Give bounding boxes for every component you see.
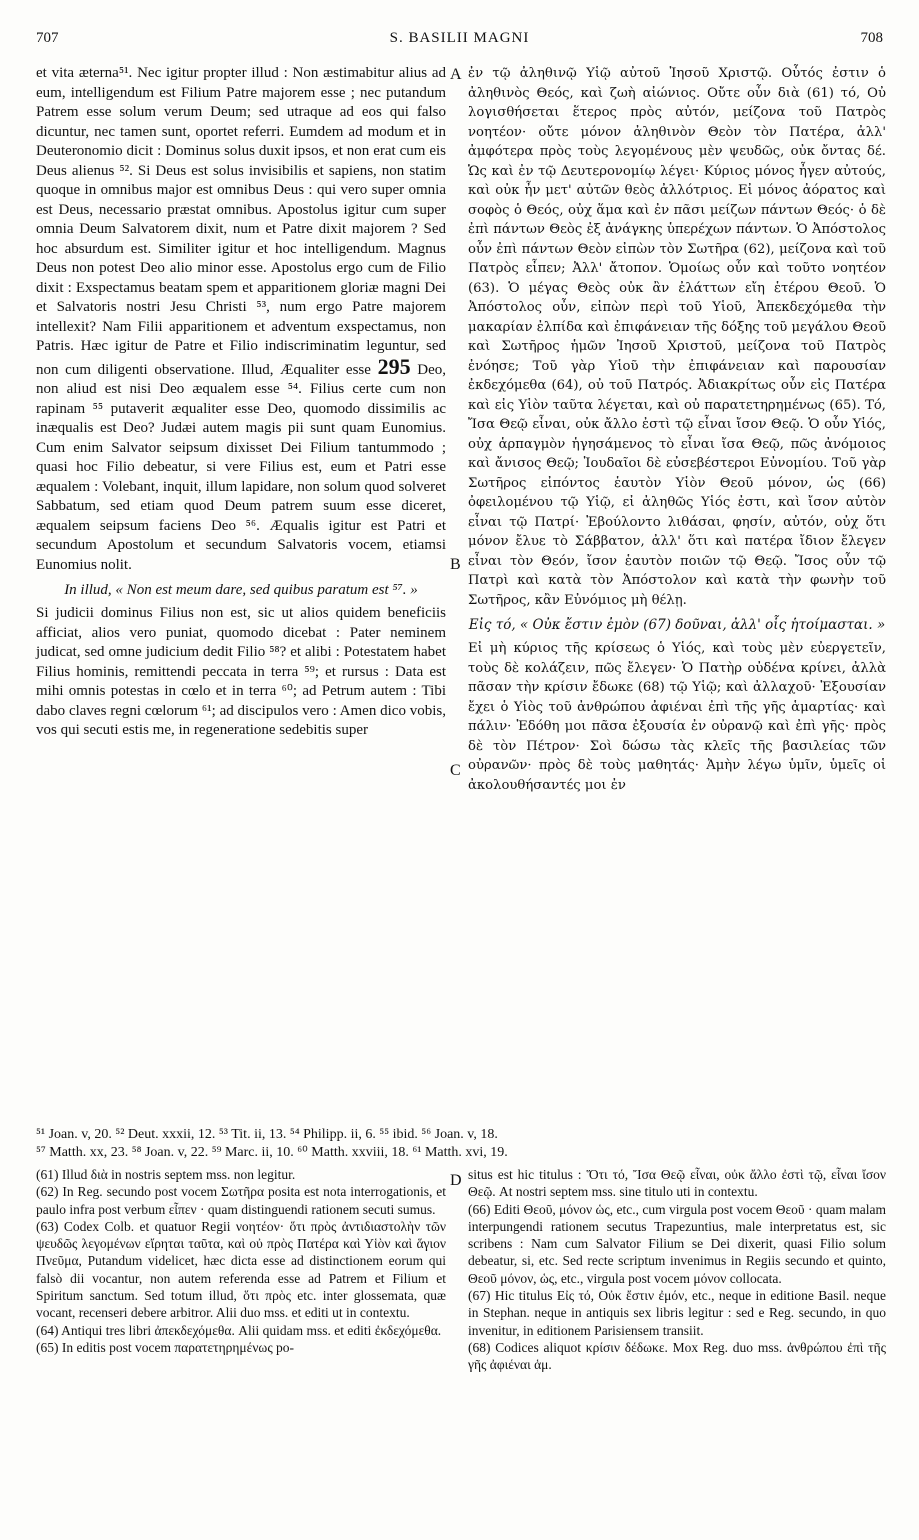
latin-paragraph-1 [36, 64, 446, 575]
note-65: (65) In editis post vocem παρατετηρημένως po- [36, 1339, 295, 1355]
note-61: (61) Illud διὰ in nostris septem mss. non legitur. [36, 1167, 296, 1182]
note-68: (68) Codices aliquot κρίσιν δέδωκε. Mox Reg. duo mss. ἀνθρώπου ἐπὶ τῆς γῆς ἀφιέναι ἁμ. [468, 1339, 886, 1373]
column-number: 295 [377, 353, 411, 379]
latin-column [36, 64, 446, 741]
note-62: (62) In Reg. secundo post vocem Σωτῆρα posita est nota interrogationis, et paulo infra post verbum εἶπεν · quam distinguendi rationem secuti sumus. [36, 1184, 446, 1217]
note-65-cont: situs est hic titulus : Ὅτι τό, Ἴσα Θεῷ εἶναι, οὐκ ἄλλο ἐστὶ τῷ, εἶναι ἴσον Θεῷ. At nostri septem mss. sine titulo uti in contextu. [468, 1167, 886, 1200]
page-number-right: 708 [860, 30, 883, 46]
greek-section-title: Εἰς τό, « Οὐκ ἔστιν ἐμὸν (67) δοῦναι, ἀλλ' οἷς ἡτοίμασται. » [468, 617, 886, 633]
margin-marker-d: D [450, 1172, 462, 1189]
greek-paragraph-1: ἐν τῷ ἀληθινῷ Υἱῷ αὐτοῦ Ἰησοῦ Χριστῷ. Οὗτός ἐστιν ὁ ἀληθινὸς Θεός, καὶ ζωὴ αἰώνιος. Οὔτε οὖν διὰ (61) τό, Οὐ λογισθήσεται ἕτερος πρὸς αὐτόν, μείζονα τοῦ Πατρὸς νοητέον· οὔτε μόνον ἀληθινὸν Θεὸν τὸν Πατέρα, ἀλλ' ἀμφότερα πρὸς τοὺς λεγομένους μὲν ψευδῶς, οὐκ ὄντας δέ. Ὡς καὶ ἐν τῷ Δευτερονομίῳ λέγει· Κύριος μόνος ἦγεν αὐτούς, καὶ οὐκ ἦν μετ' αὐτῶν θεὸς ἀλλότριος. Εἰ μόνος ἀόρατος καὶ σοφὸς ὁ Θεός, οὐχ ἅμα καὶ ἐν πᾶσι μείζων πάντων Θεός· ὁ δὲ ἐπὶ πάντων Θεὸς ἐξ ἀνάγκης ὑπερέχων πάντων. Ὁ Ἀπόστολος οὖν ἐπὶ πάντων Θεὸν εἰπὼν τὸν Σωτῆρα (62), μείζονα καὶ τοῦ Πατρὸς εἶπεν; Ἀλλ' ἄτοπον. Ὁμοίως οὖν καὶ τοῦτο νοητέον (63). Ὁ μέγας Θεὸς οὐκ ἂν ἐλάττων εἴη ἑτέρου Θεοῦ. Ὁ Ἀπόστολος οὖν, εἰπὼν περὶ τοῦ Υἱοῦ, Ἀπεκδεχόμεθα τὴν μακαρίαν ἐλπίδα καὶ ἐπιφάνειαν τῆς δόξης τοῦ μεγάλου Θεοῦ καὶ Σωτῆρος ἡμῶν Ἰησοῦ Χριστοῦ, μείζονα τοῦ Πατρὸς ἐνόησε; Τοῦ γὰρ Υἱοῦ τὴν ἐπιφάνειαν καὶ παρουσίαν ἐκδεχόμεθα (64), οὐ τοῦ Πατρός. Ἀδιακρίτως οὖν εἰς Πατέρα καὶ εἰς Υἱὸν ταῦτα λέγεται, καὶ οὐ παρατετηρημένως (65). Τό, Ἴσα Θεῷ εἶναι, οὐκ ἄλλο ἐστὶ τῷ εἶναι ἴσον Θεῷ. Ὁ οὖν Υἱός, οὐχ ἁρπαγμὸν ἡγησάμενος τὸ εἶναι ἴσα Θεῷ, πῶς ἀνόμοιος καὶ ἄνισος Θεῷ; Ἰουδαῖοι δὲ εὐσεβέστεροι Εὐνομίου. Τοῦ γὰρ Σωτῆρος εἰπόντος ἑαυτὸν Υἱὸν Θεοῦ μόνον, ὡς (66) ὀφειλομένου τῷ Υἱῷ, εἰ ἀληθῶς Υἱός ἐστι, καὶ ἴσον αὐτὸν εἶναι τῷ Πατρί· Ἐβούλοντο λιθάσαι, φησίν, αὐτόν, οὐχ ὅτι μόνον ἔλυε τὸ Σάββατον, ἀλλ' ὅτι καὶ πατέρα ἴδιον ἔλεγεν εἶναι τὸν Θεόν, ἴσον ἑαυτὸν ποιῶν τῷ Θεῷ. Ἴσος οὖν τῷ Πατρὶ καὶ κατὰ τὸν Ἀπόστολον καὶ κατὰ τὴν φωνὴν τοῦ Σωτῆρος, κἂν Εὐνόμιος μὴ θέλῃ. [468, 66, 886, 608]
margin-marker-c: C [450, 762, 461, 779]
latin-section-title: In illud, « Non est meum dare, sed quibus paratum est ⁵⁷. » [64, 582, 418, 598]
page-header [36, 30, 883, 54]
page-number-left: 707 [36, 30, 59, 46]
greek-paragraph-2: Εἰ μὴ κύριος τῆς κρίσεως ὁ Υἱός, καὶ τοὺς μὲν εὐεργετεῖν, τοὺς δὲ κολάζειν, πῶς ἔλεγεν· Ὁ Πατὴρ οὐδένα κρίνει, ἀλλὰ πᾶσαν τὴν κρίσιν ἔδωκε (68) τῷ Υἱῷ; καὶ ἀλλαχοῦ· Ἐξουσίαν ἔχει ὁ Υἱὸς τοῦ ἀνθρώπου ἀφιέναι ἐπὶ τῆς γῆς ἁμαρτίας· καὶ πάλιν· Ἐδόθη μοι πᾶσα ἐξουσία ἐν οὐρανῷ καὶ ἐπὶ γῆς· πρὸς δὲ τὸν Πέτρον· Σοὶ δώσω τὰς κλεῖς τῆς βασιλείας τῶν οὐρανῶν· πρὸς δὲ τοὺς μαθητάς· Ἀμὴν λέγω ὑμῖν, ὑμεῖς οἱ ἀκολουθήσαντές μοι ἐν [468, 641, 886, 793]
latin-text-1-cont: Deo, non aliud est nisi Deo æqualem esse ⁵⁴. Filius certe cum non rapinam ⁵⁵ putaverit æqualiter esse Deo, quomodo dissimilis ac inæqualis est Deo? Judæi autem magis pii sunt quam Eunomius. Cum enim Salvator seipsum dixisset Dei Filium tantummodo ; quasi hoc Filio debeatur, si vere Filius est, eum et Patri esse æqualem : Volebant, inquit, illum lapidare, non solum quod solveret Sabbatum, sed etiam quod Deum patrem suum esse diceret, æqualem seipsum faciens Deo ⁵⁶. Æqualis igitur est Patri et secundum Apostolum et secundum Salvatoris vocem, etiamsi Eunomius nolit. [36, 361, 447, 573]
note-66: (66) Editi Θεοῦ, μόνον ὡς, etc., cum virgula post vocem Θεοῦ · quam malam interpungendi rationem secutus Trapezuntius, male interpretatus est, sic scribens : Nam cum Salvator Filium se Dei dixerit, quasi Filio solum debeatur, si, etc. Sed recte scriptum invenimus in Regiis secundo et quinto, Θεοῦ μόνον, ὡς, etc., virgula post vocem μόνον collocata. [468, 1201, 886, 1286]
margin-marker-b: B [450, 556, 461, 573]
note-64: (64) Antiqui tres libri ἀπεκδεχόμεθα. Alii quidam mss. et editi ἐκδεχόμεθα. [36, 1322, 442, 1338]
notes-left-column [36, 1166, 446, 1356]
greek-column [468, 64, 886, 795]
notes-right-column [468, 1166, 886, 1374]
margin-marker-a: A [450, 66, 462, 83]
running-title: S. BASILII MAGNI [389, 30, 530, 46]
scripture-refs-line-2: ⁵⁷ Matth. xx, 23. ⁵⁸ Joan. v, 22. ⁵⁹ Marc. ii, 10. ⁶⁰ Matth. xxviii, 18. ⁶¹ Matth. xvi, 19. [36, 1145, 508, 1160]
scripture-references [36, 1126, 886, 1162]
scripture-refs-line-1: ⁵¹ Joan. v, 20. ⁵² Deut. xxxii, 12. ⁵³ Tit. ii, 13. ⁵⁴ Philipp. ii, 6. ⁵⁵ ibid. ⁵⁶ Joan. v, 18. [36, 1127, 498, 1142]
latin-text-1: et vita æterna⁵¹. Nec igitur propter illud : Non æstimabitur alius ad eum, intelligendum est Filium Patre majorem esse ; nec putandum Patrem esse solum verum Deum; sed utraque ad eos qui falso dicuntur, nec tamen sunt, oportet referri. Eumdem ad modum et in Deuteronomio dicit : Dominus solus duxit ipsos, et non erat cum eis Deus alienus ⁵². Si Deus est solus invisibilis et sapiens, non statim quoque in omnibus major est omnibus Deus : qui vero super omnia est Deus, necessario præstat omnibus. Apostolus igitur cum super omnia Deum Salvatorem dixit, num et Patre dixit majorem ? Sed hoc absurdum est. Similiter igitur et hoc intelligendum. Magnus Deus non potest Deo alio minor esse. Apostolus ergo cum de Filio dixit : Exspectamus beatam spem et apparitionem gloriæ magni Dei et Salvatoris nostri Jesu Christi ⁵³, num ergo Patre majorem intellexit? Nam Filii apparitionem et adventum exspectamus, non Patris. Hæc igitur de Patre et Filio indiscriminatim leguntur, sed non cum diligenti observatione. Illud, Æqualiter esse [36, 65, 446, 378]
note-63: (63) Codex Colb. et quatuor Regii νοητέον· ὅτι πρὸς ἀντιδιαστολὴν τῶν ψευδῶς λεγομένων εἴρηται ταῦτα, καὶ οὐ πρὸς Πατέρα καὶ Υἱὸν καὶ ἅγιον Πνεῦμα, Putandum videlicet, hæc dicta esse ad distinctionem eorum qui falsò dii vocantur, non autem referenda esse ad Patrem et Filium et Spiritum sanctum. Sed totum illud, ὅτι πρὸς etc. inter glossemata, quæ vocant, recenseri debere arbitror. Alii duo mss. et editi ut in contextu. [36, 1218, 446, 1321]
latin-paragraph-2: Si judicii dominus Filius non est, sic ut alios quidem beneficiis afficiat, alios vero puniat, quomodo dicebat : Pater neminem judicat, sed omne judicium dedit Filio ⁵⁸? et alibi : Potestatem habet Filius hominis, remittendi peccata in terra ⁵⁹; et rursus : Data est mihi omnis potestas in cœlo et in terra ⁶⁰; ad Petrum autem : Tibi dabo claves regni cœlorum ⁶¹; ad discipulos vero : Amen dico vobis, vos qui secuti estis me, in regeneratione sedebitis super [36, 605, 446, 738]
note-67: (67) Hic titulus Εἰς τό, Οὐκ ἔστιν ἐμόν, etc., neque in editione Basil. neque in Stephan. neque in antiquis sex libris legitur : sed e Reg. secundo, in quo invenitur, in editionem Parisiensem transiit. [468, 1288, 886, 1338]
